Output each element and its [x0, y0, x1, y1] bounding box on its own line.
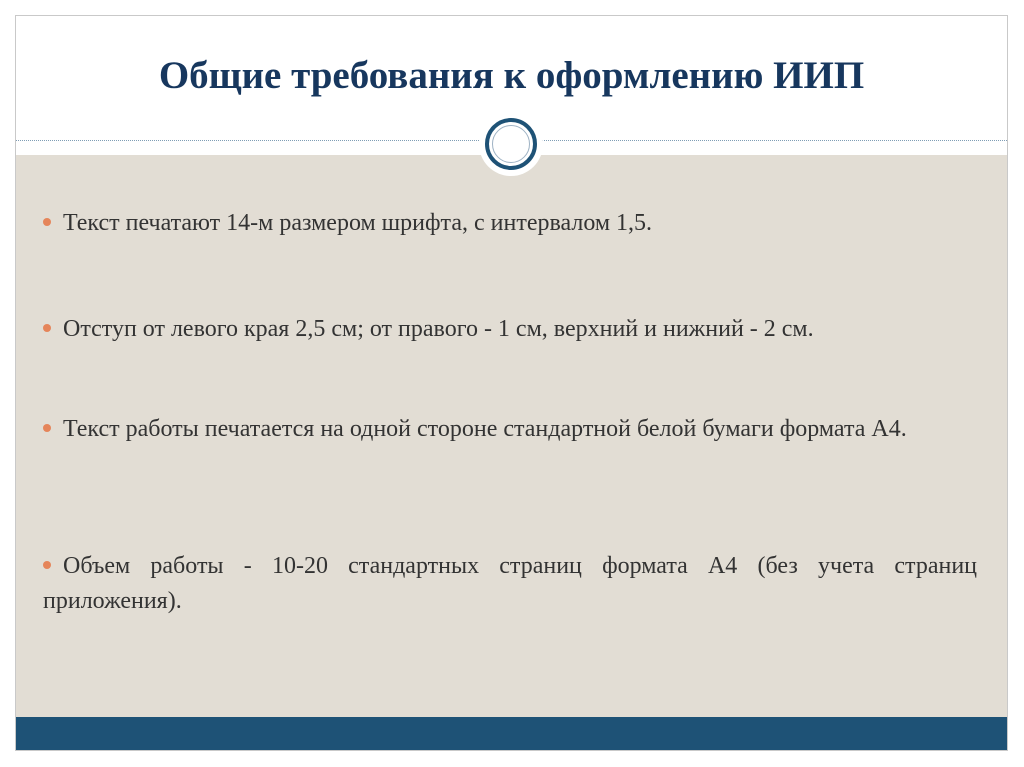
footer-bar [16, 717, 1007, 750]
bullet-item [43, 206, 977, 241]
bullet-dot-icon [43, 424, 51, 432]
ornament-outer-ring [485, 118, 537, 170]
bullet-dot-icon [43, 561, 51, 569]
bullet-item [43, 312, 977, 347]
bullet-item [43, 412, 977, 447]
bullet-text: Текст работы печатается на одной стороне стандартной белой бумаги формата А4. [63, 416, 907, 442]
circle-ring-ornament-icon [479, 112, 543, 176]
bullet-dot-icon [43, 218, 51, 226]
bullet-item [43, 549, 977, 619]
bullet-dot-icon [43, 324, 51, 332]
bullet-text: Текст печатают 14-м размером шрифта, с интервалом 1,5. [63, 210, 653, 236]
slide-title: Общие требования к оформлению ИИП [158, 54, 865, 97]
bullet-text: Отступ от левого края 2,5 см; от правого - 1 см, верхний и нижний - 2 см. [63, 316, 814, 342]
ornament-inner-ring [492, 125, 530, 163]
bullet-text: Объем работы - 10-20 стандартных страниц формата А4 (без учета страниц приложения). [43, 553, 977, 614]
